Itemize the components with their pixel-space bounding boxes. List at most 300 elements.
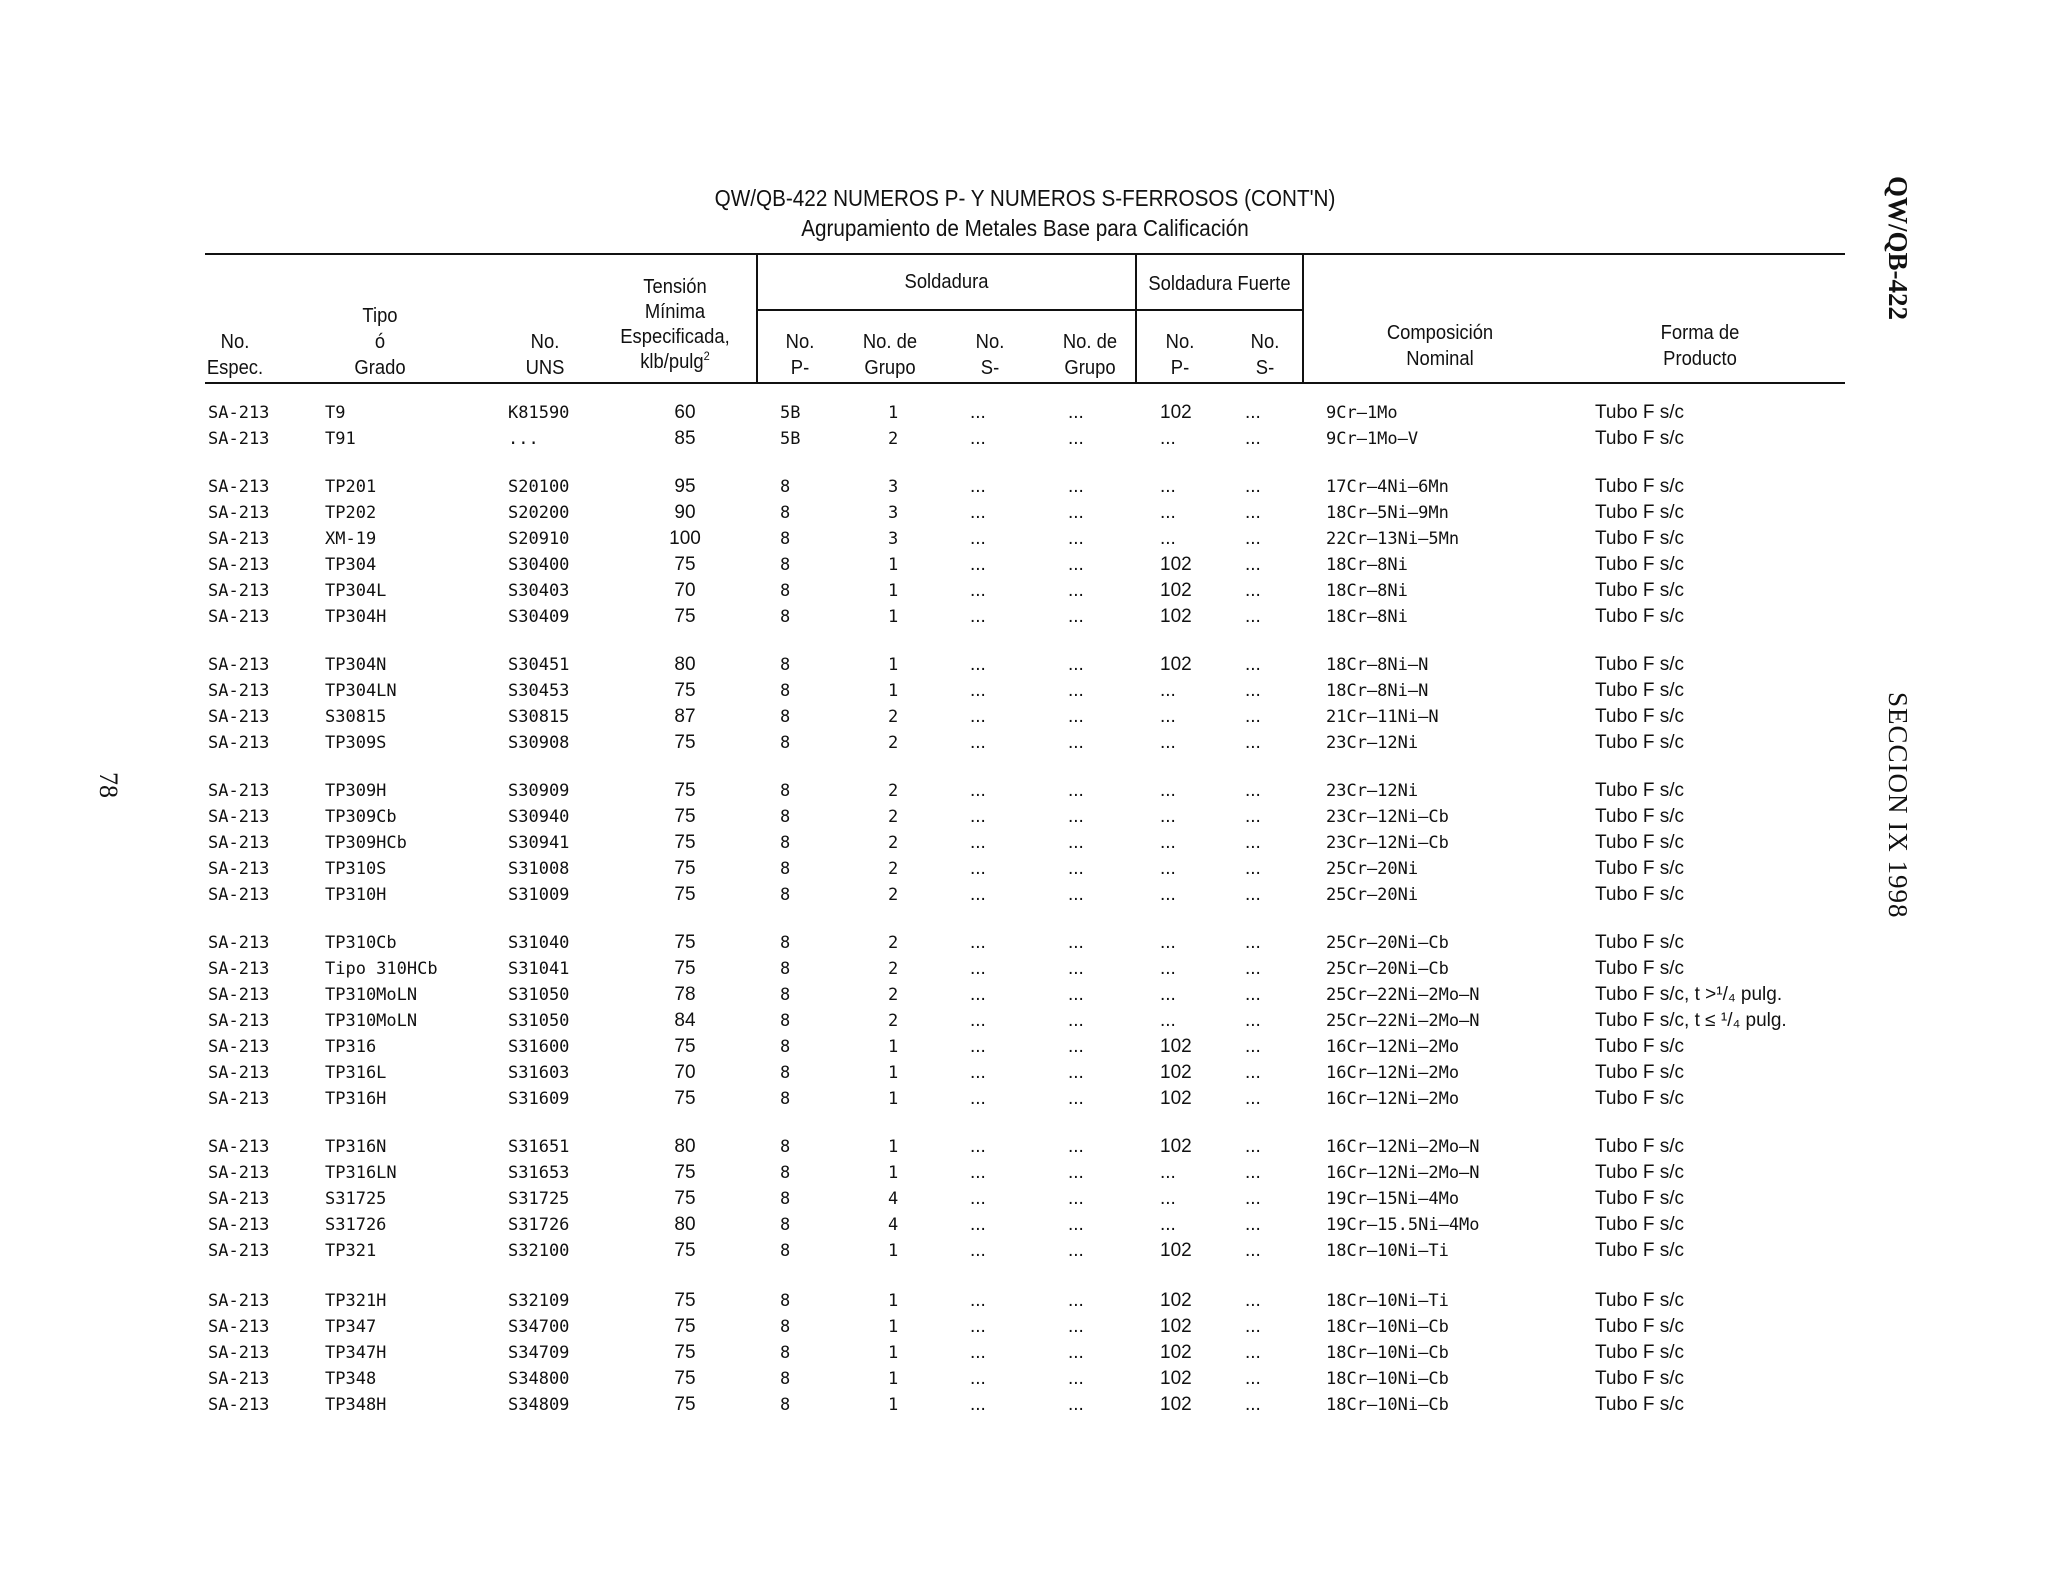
cell-comp: 18Cr–8Ni–N	[1326, 655, 1429, 675]
cell-grp: 1	[888, 1343, 899, 1363]
cell-grade: TP304N	[325, 655, 387, 675]
cell-p: 8	[780, 581, 791, 601]
cell-bp: ...	[1160, 680, 1176, 701]
cell-sgrp: ...	[1068, 1394, 1084, 1415]
cell-grade: XM-19	[325, 529, 377, 549]
cell-uns: S30400	[508, 555, 570, 575]
table-row	[0, 1034, 2048, 1060]
cell-s: ...	[970, 1188, 986, 1209]
cell-uns: S31651	[508, 1137, 570, 1157]
cell-tensile: 75	[674, 1368, 696, 1389]
cell-spec: SA-213	[208, 403, 270, 423]
cell-uns: K81590	[508, 403, 570, 423]
header-brazing-s: No. S-	[1250, 331, 1280, 379]
cell-uns: S30908	[508, 733, 570, 753]
cell-bp: 102	[1160, 1036, 1192, 1057]
cell-grp: 2	[888, 429, 899, 449]
cell-grp: 1	[888, 1089, 899, 1109]
cell-p: 8	[780, 1137, 791, 1157]
cell-bs: ...	[1245, 528, 1261, 549]
cell-p: 8	[780, 681, 791, 701]
cell-grp: 3	[888, 477, 899, 497]
cell-tensile: 70	[674, 1062, 696, 1083]
table-row	[0, 604, 2048, 630]
cell-comp: 23Cr–12Ni–Cb	[1326, 833, 1449, 853]
cell-grade: TP309S	[325, 733, 387, 753]
cell-tensile: 60	[674, 402, 696, 423]
header-s-group-no: No. de Grupo	[1062, 331, 1118, 379]
cell-s: ...	[970, 832, 986, 853]
cell-form: Tubo F s/c	[1595, 1368, 1685, 1389]
cell-bs: ...	[1245, 984, 1261, 1005]
section-year-side: SECCION IX 1998	[1883, 692, 1913, 919]
cell-p: 8	[780, 959, 791, 979]
cell-tensile: 78	[674, 984, 696, 1005]
table-row	[0, 426, 2048, 452]
table-row	[0, 552, 2048, 578]
cell-p: 8	[780, 1063, 791, 1083]
cell-uns: S31726	[508, 1215, 570, 1235]
cell-spec: SA-213	[208, 655, 270, 675]
cell-s: ...	[970, 528, 986, 549]
cell-sgrp: ...	[1068, 1162, 1084, 1183]
cell-form: Tubo F s/c	[1595, 1188, 1685, 1209]
cell-bp: ...	[1160, 706, 1176, 727]
cell-bp: ...	[1160, 958, 1176, 979]
cell-comp: 23Cr–12Ni–Cb	[1326, 807, 1449, 827]
cell-p: 8	[780, 1241, 791, 1261]
cell-spec: SA-213	[208, 477, 270, 497]
cell-grp: 1	[888, 1395, 899, 1415]
welding-sub-rule	[756, 309, 1304, 311]
cell-s: ...	[970, 706, 986, 727]
cell-uns: S30451	[508, 655, 570, 675]
cell-bs: ...	[1245, 1394, 1261, 1415]
cell-s: ...	[970, 858, 986, 879]
header-p-no: No. P-	[785, 331, 815, 379]
cell-spec: SA-213	[208, 1189, 270, 1209]
cell-tensile: 75	[674, 780, 696, 801]
cell-grade: TP304L	[325, 581, 387, 601]
cell-bs: ...	[1245, 732, 1261, 753]
cell-uns: S31041	[508, 959, 570, 979]
cell-tensile: 75	[674, 832, 696, 853]
cell-grade: S30815	[325, 707, 387, 727]
table-title-line2: Agrupamiento de Metales Base para Calificación	[801, 215, 1249, 241]
cell-tensile: 75	[674, 884, 696, 905]
cell-s: ...	[970, 654, 986, 675]
cell-tensile: 75	[674, 1088, 696, 1109]
cell-form: Tubo F s/c, t ≤ ¹/₄ pulg.	[1595, 1010, 1787, 1031]
cell-s: ...	[970, 680, 986, 701]
cell-s: ...	[970, 1036, 986, 1057]
cell-bp: ...	[1160, 1214, 1176, 1235]
welding-left-rule	[756, 255, 758, 383]
cell-tensile: 75	[674, 958, 696, 979]
cell-bp: ...	[1160, 806, 1176, 827]
top-rule	[205, 253, 1845, 255]
cell-grade: TP316L	[325, 1063, 387, 1083]
cell-grade: TP321H	[325, 1291, 387, 1311]
cell-p: 8	[780, 477, 791, 497]
cell-spec: SA-213	[208, 555, 270, 575]
cell-form: Tubo F s/c	[1595, 932, 1685, 953]
cell-grp: 1	[888, 1291, 899, 1311]
table-row	[0, 856, 2048, 882]
cell-bs: ...	[1245, 1062, 1261, 1083]
cell-bp: ...	[1160, 884, 1176, 905]
cell-tensile: 75	[674, 1162, 696, 1183]
cell-bs: ...	[1245, 806, 1261, 827]
cell-grade: TP202	[325, 503, 377, 523]
cell-s: ...	[970, 806, 986, 827]
cell-sgrp: ...	[1068, 1368, 1084, 1389]
cell-form: Tubo F s/c	[1595, 1136, 1685, 1157]
cell-bp: 102	[1160, 606, 1192, 627]
cell-uns: S30941	[508, 833, 570, 853]
cell-comp: 19Cr–15.5Ni–4Mo	[1326, 1215, 1480, 1235]
cell-bp: 102	[1160, 1368, 1192, 1389]
cell-grade: TP321	[325, 1241, 377, 1261]
cell-uns: S30409	[508, 607, 570, 627]
cell-p: 8	[780, 1395, 791, 1415]
table-row	[0, 1134, 2048, 1160]
cell-grade: TP316N	[325, 1137, 387, 1157]
cell-bs: ...	[1245, 1188, 1261, 1209]
table-row	[0, 1186, 2048, 1212]
cell-form: Tubo F s/c	[1595, 1214, 1685, 1235]
cell-uns: S31050	[508, 985, 570, 1005]
cell-tensile: 75	[674, 554, 696, 575]
cell-tensile: 75	[674, 858, 696, 879]
cell-uns: S30815	[508, 707, 570, 727]
cell-grade: TP310MoLN	[325, 985, 418, 1005]
cell-s: ...	[970, 1214, 986, 1235]
cell-grade: TP316H	[325, 1089, 387, 1109]
cell-bs: ...	[1245, 958, 1261, 979]
cell-bs: ...	[1245, 1036, 1261, 1057]
cell-grp: 1	[888, 1317, 899, 1337]
cell-grade: TP348	[325, 1369, 377, 1389]
cell-grade: TP316	[325, 1037, 377, 1057]
cell-bs: ...	[1245, 554, 1261, 575]
cell-sgrp: ...	[1068, 1342, 1084, 1363]
cell-spec: SA-213	[208, 1037, 270, 1057]
cell-grp: 1	[888, 655, 899, 675]
cell-uns: S31653	[508, 1163, 570, 1183]
cell-grp: 2	[888, 733, 899, 753]
cell-sgrp: ...	[1068, 402, 1084, 423]
cell-spec: SA-213	[208, 1215, 270, 1235]
cell-bs: ...	[1245, 780, 1261, 801]
table-row	[0, 1086, 2048, 1112]
cell-grade: S31725	[325, 1189, 387, 1209]
header-uns: No. UNS	[525, 331, 565, 379]
cell-spec: SA-213	[208, 859, 270, 879]
cell-sgrp: ...	[1068, 654, 1084, 675]
cell-s: ...	[970, 932, 986, 953]
cell-uns: S20910	[508, 529, 570, 549]
cell-tensile: 90	[674, 502, 696, 523]
cell-grade: T9	[325, 403, 346, 423]
cell-tensile: 80	[674, 654, 696, 675]
cell-bs: ...	[1245, 428, 1261, 449]
cell-comp: 16Cr–12Ni–2Mo	[1326, 1063, 1460, 1083]
cell-sgrp: ...	[1068, 932, 1084, 953]
cell-uns: ...	[508, 429, 539, 449]
cell-uns: S31050	[508, 1011, 570, 1031]
cell-form: Tubo F s/c	[1595, 476, 1685, 497]
cell-bs: ...	[1245, 654, 1261, 675]
cell-p: 8	[780, 503, 791, 523]
cell-bp: ...	[1160, 502, 1176, 523]
cell-uns: S31009	[508, 885, 570, 905]
cell-uns: S34709	[508, 1343, 570, 1363]
cell-comp: 18Cr–10Ni–Cb	[1326, 1369, 1449, 1389]
cell-sgrp: ...	[1068, 780, 1084, 801]
cell-spec: SA-213	[208, 1163, 270, 1183]
cell-bs: ...	[1245, 1214, 1261, 1235]
cell-s: ...	[970, 732, 986, 753]
cell-spec: SA-213	[208, 807, 270, 827]
cell-bp: ...	[1160, 1010, 1176, 1031]
cell-form: Tubo F s/c	[1595, 1240, 1685, 1261]
cell-comp: 25Cr–20Ni–Cb	[1326, 933, 1449, 953]
cell-bp: ...	[1160, 476, 1176, 497]
cell-spec: SA-213	[208, 1089, 270, 1109]
cell-form: Tubo F s/c	[1595, 806, 1685, 827]
table-row	[0, 730, 2048, 756]
table-row	[0, 804, 2048, 830]
cell-s: ...	[970, 1368, 986, 1389]
cell-comp: 16Cr–12Ni–2Mo–N	[1326, 1137, 1480, 1157]
cell-tensile: 75	[674, 1188, 696, 1209]
table-row	[0, 500, 2048, 526]
cell-bs: ...	[1245, 476, 1261, 497]
cell-uns: S31600	[508, 1037, 570, 1057]
cell-tensile: 75	[674, 1036, 696, 1057]
cell-sgrp: ...	[1068, 606, 1084, 627]
cell-s: ...	[970, 428, 986, 449]
cell-grade: TP304LN	[325, 681, 397, 701]
cell-tensile: 75	[674, 680, 696, 701]
cell-bp: ...	[1160, 984, 1176, 1005]
cell-sgrp: ...	[1068, 1062, 1084, 1083]
cell-bs: ...	[1245, 402, 1261, 423]
cell-spec: SA-213	[208, 429, 270, 449]
cell-comp: 18Cr–10Ni–Cb	[1326, 1395, 1449, 1415]
cell-form: Tubo F s/c	[1595, 884, 1685, 905]
table-row	[0, 1008, 2048, 1034]
cell-grp: 2	[888, 781, 899, 801]
cell-s: ...	[970, 1010, 986, 1031]
cell-bp: 102	[1160, 402, 1192, 423]
cell-p: 8	[780, 859, 791, 879]
cell-grp: 2	[888, 859, 899, 879]
cell-spec: SA-213	[208, 681, 270, 701]
cell-form: Tubo F s/c	[1595, 680, 1685, 701]
cell-bp: 102	[1160, 1342, 1192, 1363]
cell-grp: 1	[888, 1137, 899, 1157]
cell-s: ...	[970, 958, 986, 979]
cell-form: Tubo F s/c	[1595, 554, 1685, 575]
cell-sgrp: ...	[1068, 428, 1084, 449]
cell-bs: ...	[1245, 502, 1261, 523]
cell-grade: TP347H	[325, 1343, 387, 1363]
cell-p: 8	[780, 1369, 791, 1389]
table-row	[0, 982, 2048, 1008]
page-number: 78	[94, 772, 123, 798]
cell-spec: SA-213	[208, 607, 270, 627]
cell-form: Tubo F s/c	[1595, 606, 1685, 627]
cell-spec: SA-213	[208, 733, 270, 753]
cell-comp: 9Cr–1Mo–V	[1326, 429, 1419, 449]
cell-comp: 18Cr–5Ni–9Mn	[1326, 503, 1449, 523]
cell-spec: SA-213	[208, 1063, 270, 1083]
table-row	[0, 474, 2048, 500]
cell-form: Tubo F s/c	[1595, 732, 1685, 753]
cell-grp: 2	[888, 959, 899, 979]
cell-s: ...	[970, 984, 986, 1005]
cell-form: Tubo F s/c	[1595, 528, 1685, 549]
cell-tensile: 70	[674, 580, 696, 601]
cell-spec: SA-213	[208, 833, 270, 853]
cell-grp: 1	[888, 1063, 899, 1083]
cell-form: Tubo F s/c	[1595, 1290, 1685, 1311]
cell-form: Tubo F s/c	[1595, 428, 1685, 449]
cell-grade: TP310MoLN	[325, 1011, 418, 1031]
cell-form: Tubo F s/c	[1595, 832, 1685, 853]
header-group-no: No. de Grupo	[862, 331, 918, 379]
cell-grade: S31726	[325, 1215, 387, 1235]
cell-bs: ...	[1245, 1162, 1261, 1183]
cell-bs: ...	[1245, 884, 1261, 905]
cell-comp: 17Cr–4Ni–6Mn	[1326, 477, 1449, 497]
table-row	[0, 704, 2048, 730]
cell-sgrp: ...	[1068, 1010, 1084, 1031]
cell-grade: TP309H	[325, 781, 387, 801]
cell-sgrp: ...	[1068, 732, 1084, 753]
header-spec: No. Espec.	[206, 331, 264, 379]
cell-bp: ...	[1160, 528, 1176, 549]
cell-grade: TP347	[325, 1317, 377, 1337]
cell-spec: SA-213	[208, 1317, 270, 1337]
table-row	[0, 1238, 2048, 1264]
table-row	[0, 1160, 2048, 1186]
cell-grp: 2	[888, 985, 899, 1005]
cell-uns: S20200	[508, 503, 570, 523]
header-s-no: No. S-	[975, 331, 1005, 379]
cell-comp: 18Cr–10Ni–Cb	[1326, 1343, 1449, 1363]
cell-sgrp: ...	[1068, 1088, 1084, 1109]
header-grade: Tipo ó Grado	[354, 305, 406, 379]
table-row	[0, 400, 2048, 426]
cell-grade: TP304H	[325, 607, 387, 627]
cell-form: Tubo F s/c	[1595, 402, 1685, 423]
cell-spec: SA-213	[208, 933, 270, 953]
table-row	[0, 882, 2048, 908]
cell-tensile: 80	[674, 1214, 696, 1235]
cell-bp: 102	[1160, 1290, 1192, 1311]
cell-tensile: 75	[674, 1290, 696, 1311]
cell-comp: 25Cr–22Ni–2Mo–N	[1326, 1011, 1480, 1031]
cell-spec: SA-213	[208, 707, 270, 727]
cell-tensile: 100	[669, 528, 701, 549]
cell-s: ...	[970, 1162, 986, 1183]
cell-s: ...	[970, 1240, 986, 1261]
cell-tensile: 84	[674, 1010, 696, 1031]
cell-bs: ...	[1245, 1136, 1261, 1157]
cell-comp: 23Cr–12Ni	[1326, 733, 1419, 753]
cell-s: ...	[970, 554, 986, 575]
cell-grade: TP348H	[325, 1395, 387, 1415]
cell-grade: TP201	[325, 477, 377, 497]
cell-p: 8	[780, 555, 791, 575]
cell-bs: ...	[1245, 1088, 1261, 1109]
cell-grp: 4	[888, 1189, 899, 1209]
cell-tensile: 75	[674, 606, 696, 627]
table-row	[0, 678, 2048, 704]
cell-form: Tubo F s/c	[1595, 780, 1685, 801]
cell-p: 8	[780, 781, 791, 801]
cell-p: 8	[780, 655, 791, 675]
cell-bp: ...	[1160, 932, 1176, 953]
cell-form: Tubo F s/c	[1595, 502, 1685, 523]
cell-grp: 1	[888, 1163, 899, 1183]
cell-spec: SA-213	[208, 503, 270, 523]
cell-bs: ...	[1245, 1316, 1261, 1337]
table-title	[287, 183, 1763, 243]
header-brazing-p: No. P-	[1165, 331, 1195, 379]
cell-uns: S31609	[508, 1089, 570, 1109]
cell-grp: 2	[888, 833, 899, 853]
cell-p: 8	[780, 1163, 791, 1183]
cell-sgrp: ...	[1068, 528, 1084, 549]
cell-sgrp: ...	[1068, 1316, 1084, 1337]
table-row	[0, 930, 2048, 956]
cell-s: ...	[970, 1316, 986, 1337]
cell-p: 8	[780, 529, 791, 549]
cell-comp: 18Cr–10Ni–Cb	[1326, 1317, 1449, 1337]
cell-spec: SA-213	[208, 1343, 270, 1363]
cell-comp: 25Cr–20Ni–Cb	[1326, 959, 1449, 979]
cell-grp: 1	[888, 1369, 899, 1389]
cell-p: 8	[780, 1317, 791, 1337]
cell-p: 8	[780, 1291, 791, 1311]
cell-comp: 9Cr–1Mo	[1326, 403, 1398, 423]
cell-comp: 16Cr–12Ni–2Mo–N	[1326, 1163, 1480, 1183]
cell-form: Tubo F s/c, t >¹/₄ pulg.	[1595, 984, 1783, 1005]
cell-comp: 16Cr–12Ni–2Mo	[1326, 1089, 1460, 1109]
cell-p: 8	[780, 1215, 791, 1235]
table-row	[0, 1212, 2048, 1238]
table-row	[0, 526, 2048, 552]
cell-bs: ...	[1245, 1290, 1261, 1311]
cell-grp: 2	[888, 1011, 899, 1031]
cell-spec: SA-213	[208, 1241, 270, 1261]
cell-bp: 102	[1160, 1088, 1192, 1109]
cell-comp: 18Cr–10Ni–Ti	[1326, 1291, 1449, 1311]
cell-grp: 3	[888, 503, 899, 523]
cell-grade: T91	[325, 429, 356, 449]
cell-p: 8	[780, 1343, 791, 1363]
cell-form: Tubo F s/c	[1595, 1036, 1685, 1057]
cell-grp: 3	[888, 529, 899, 549]
cell-bp: 102	[1160, 580, 1192, 601]
cell-bs: ...	[1245, 1342, 1261, 1363]
cell-sgrp: ...	[1068, 858, 1084, 879]
cell-grp: 1	[888, 555, 899, 575]
